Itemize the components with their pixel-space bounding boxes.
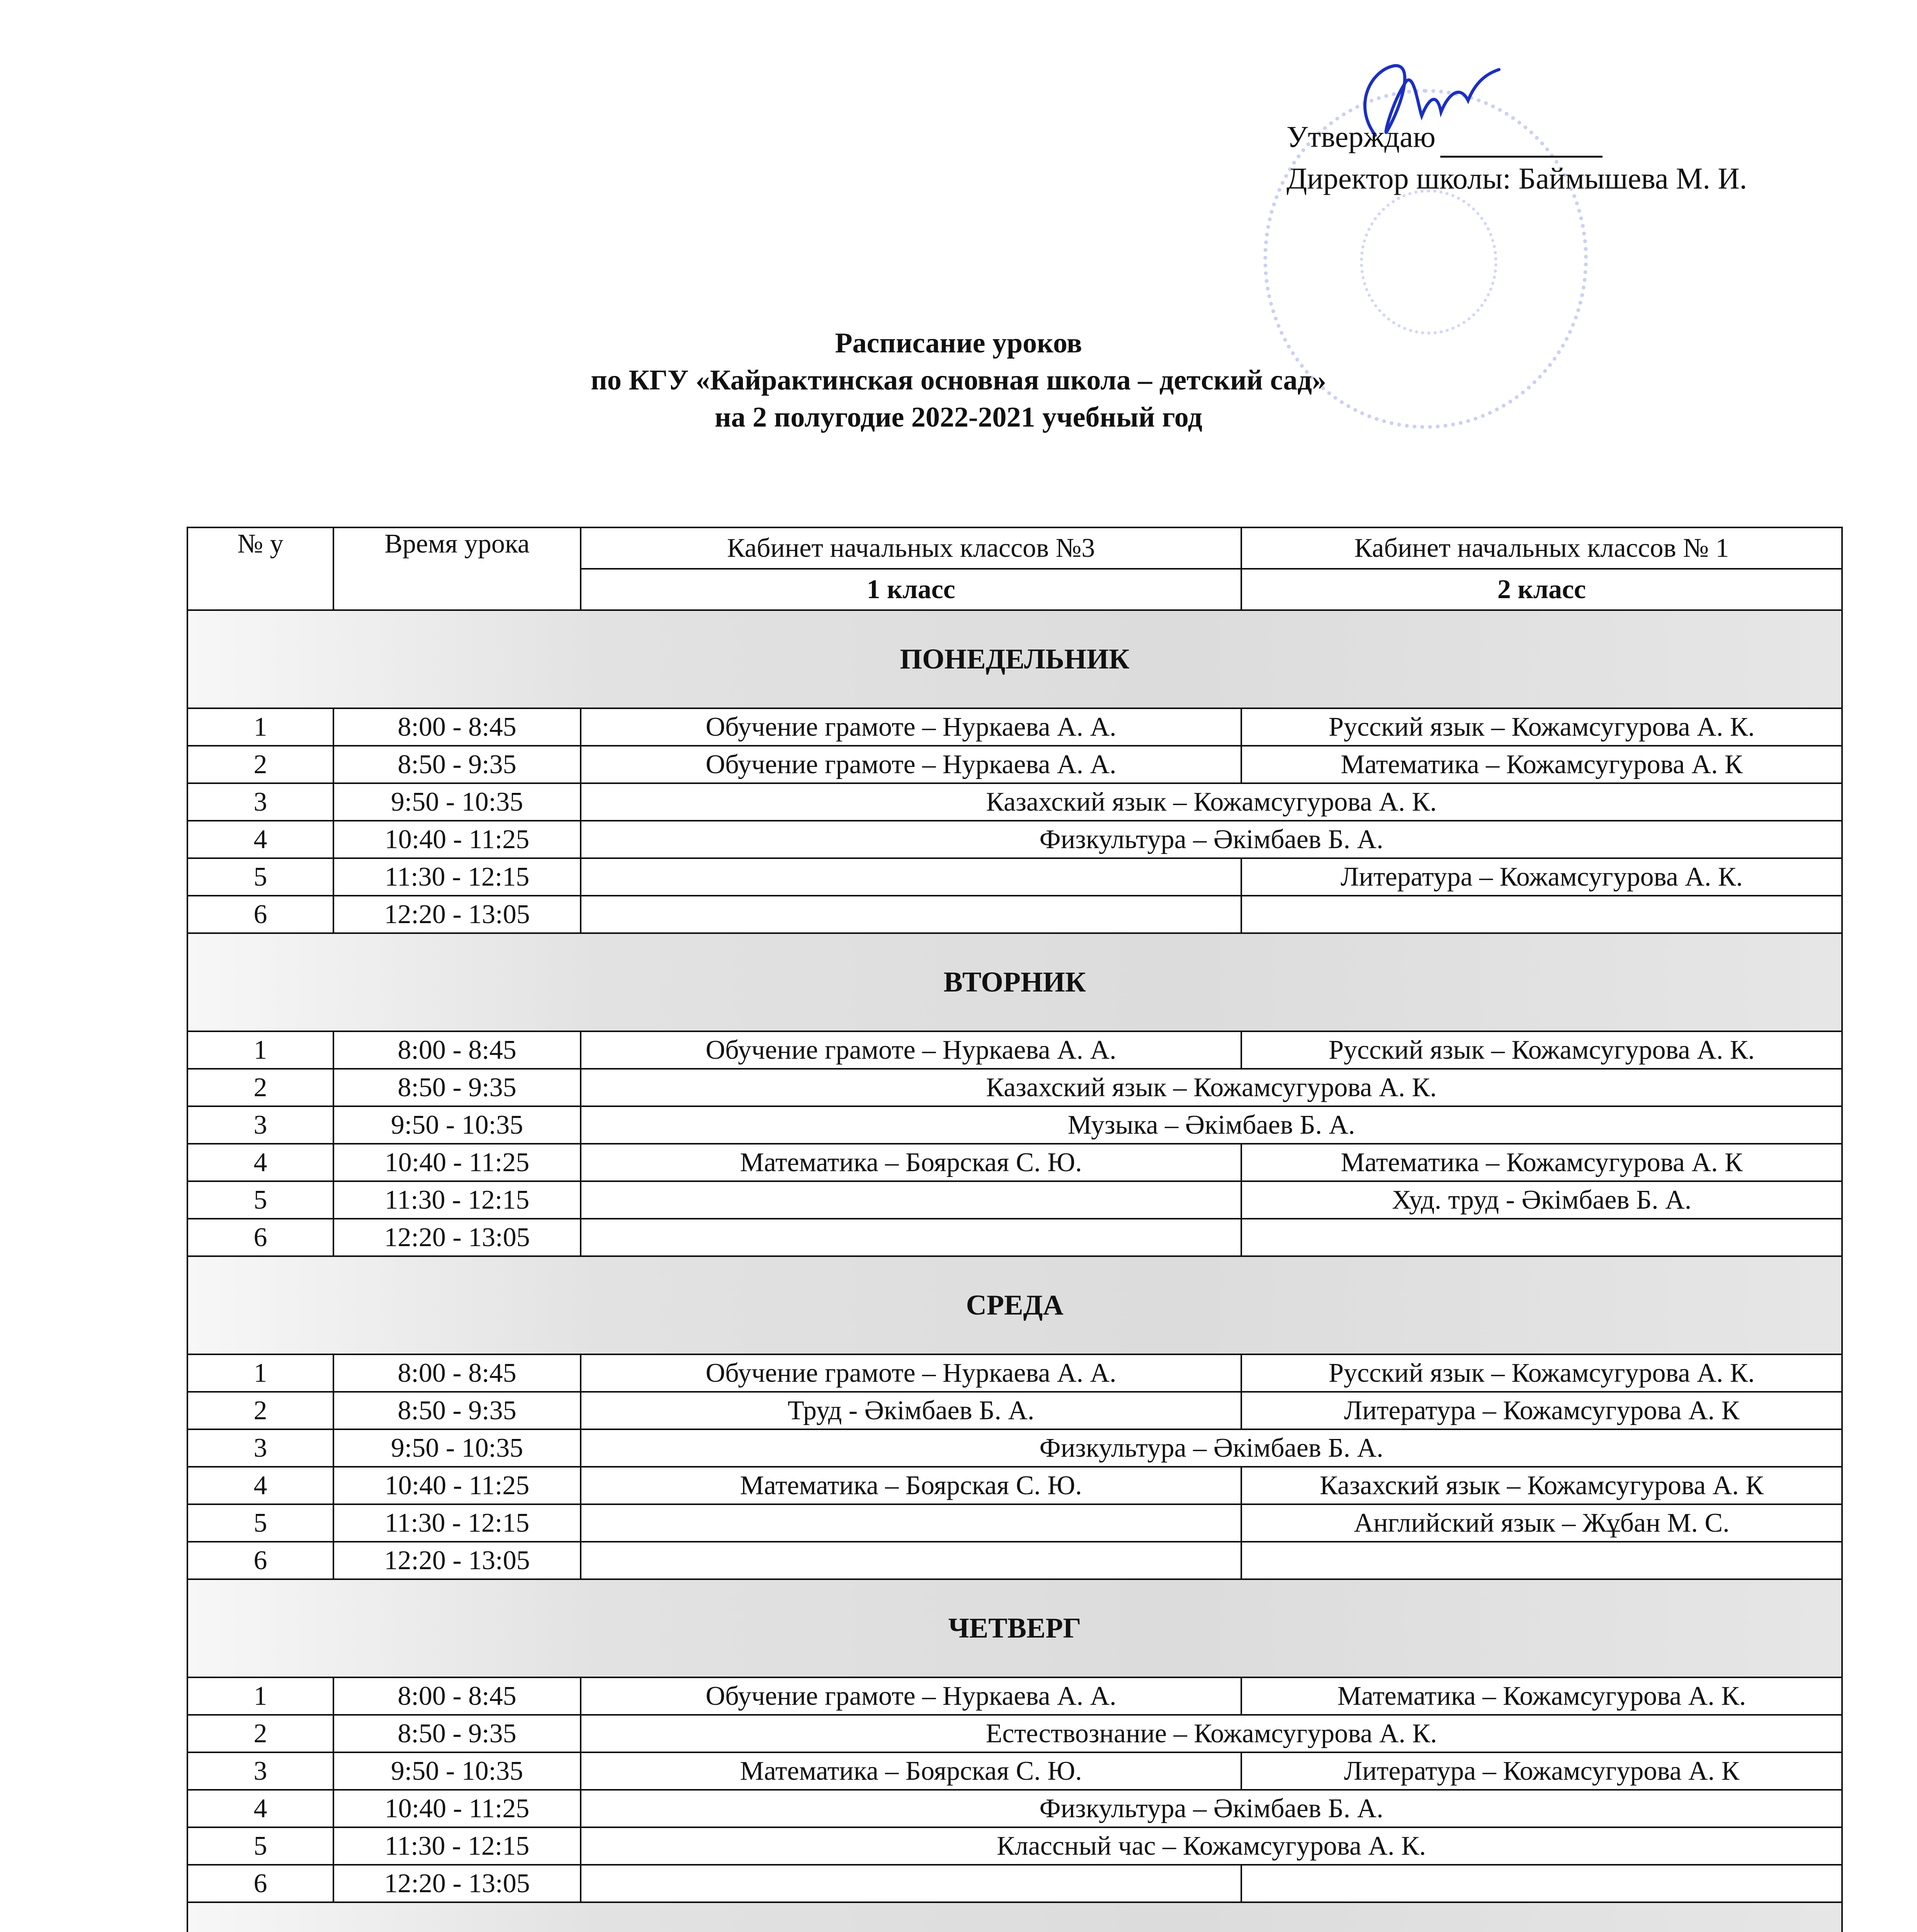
lesson-row — [187, 1069, 1842, 1106]
class-1-lesson — [581, 1542, 1241, 1579]
class-1-lesson: Обучение грамоте – Нуркаева А. А. — [581, 1677, 1241, 1715]
lesson-row — [187, 746, 1842, 783]
joint-lesson: Казахский язык – Кожамсугурова А. К. — [581, 1069, 1842, 1106]
header-class-2: 2 класс — [1241, 569, 1842, 610]
class-2-lesson — [1241, 1219, 1842, 1256]
lesson-row — [187, 1504, 1842, 1542]
lesson-time: 8:00 - 8:45 — [333, 1354, 581, 1392]
lesson-number: 2 — [187, 1392, 333, 1429]
title-line-2: по КГУ «Кайрактинская основная школа – детский сад» — [591, 364, 1326, 396]
lesson-time: 10:40 - 11:25 — [333, 1790, 581, 1827]
day-header-row — [187, 1256, 1842, 1354]
class-2-lesson: Английский язык – Жұбан М. С. — [1241, 1504, 1842, 1542]
class-1-lesson: Обучение грамоте – Нуркаева А. А. — [581, 708, 1241, 746]
lesson-row — [187, 1392, 1842, 1429]
joint-lesson: Физкультура – Әкімбаев Б. А. — [581, 1429, 1842, 1467]
lesson-row — [187, 896, 1842, 933]
lesson-time: 12:20 - 13:05 — [333, 1865, 581, 1902]
lesson-row — [187, 1542, 1842, 1579]
schedule-table — [187, 527, 1843, 1932]
class-1-lesson — [581, 858, 1241, 896]
class-2-lesson — [1241, 1865, 1842, 1902]
class-1-lesson: Обучение грамоте – Нуркаева А. А. — [581, 1354, 1241, 1392]
day-name: СРЕДА — [187, 1256, 1842, 1354]
lesson-number: 6 — [187, 896, 333, 933]
class-1-lesson: Обучение грамоте – Нуркаева А. А. — [581, 1031, 1241, 1069]
lesson-time: 11:30 - 12:15 — [333, 858, 581, 896]
lesson-number: 4 — [187, 1790, 333, 1827]
class-1-lesson: Обучение грамоте – Нуркаева А. А. — [581, 746, 1241, 783]
lesson-time: 8:50 - 9:35 — [333, 1392, 581, 1429]
lesson-time: 11:30 - 12:15 — [333, 1181, 581, 1219]
class-1-lesson: Математика – Боярская С. Ю. — [581, 1752, 1241, 1790]
class-2-lesson: Математика – Кожамсугурова А. К — [1241, 746, 1842, 783]
approval-block — [1286, 116, 1747, 199]
class-2-lesson: Литература – Кожамсугурова А. К — [1241, 1752, 1842, 1790]
lesson-row — [187, 1106, 1842, 1144]
class-1-lesson — [581, 1865, 1241, 1902]
lesson-row — [187, 708, 1842, 746]
lesson-number: 4 — [187, 821, 333, 858]
class-1-lesson: Математика – Боярская С. Ю. — [581, 1467, 1241, 1504]
lesson-time: 9:50 - 10:35 — [333, 783, 581, 821]
lesson-row — [187, 1181, 1842, 1219]
lesson-number: 5 — [187, 1181, 333, 1219]
header-lesson-time: Время урока — [333, 527, 581, 610]
lesson-row — [187, 1031, 1842, 1069]
class-2-lesson: Литература – Кожамсугурова А. К — [1241, 1392, 1842, 1429]
lesson-time: 8:50 - 9:35 — [333, 746, 581, 783]
day-header-row — [187, 1579, 1842, 1677]
lesson-time: 9:50 - 10:35 — [333, 1106, 581, 1144]
header-lesson-number: № у — [187, 527, 333, 610]
day-name — [187, 1902, 1842, 1932]
lesson-time: 11:30 - 12:15 — [333, 1504, 581, 1542]
day-name: ЧЕТВЕРГ — [187, 1579, 1842, 1677]
lesson-number: 5 — [187, 858, 333, 896]
lesson-time: 10:40 - 11:25 — [333, 1144, 581, 1181]
lesson-number: 6 — [187, 1219, 333, 1256]
day-header-row — [187, 610, 1842, 708]
class-2-lesson: Литература – Кожамсугурова А. К. — [1241, 858, 1842, 896]
lesson-number: 6 — [187, 1542, 333, 1579]
class-2-lesson: Русский язык – Кожамсугурова А. К. — [1241, 708, 1842, 746]
lesson-row — [187, 1865, 1842, 1902]
lesson-row — [187, 1219, 1842, 1256]
lesson-row — [187, 1790, 1842, 1827]
lesson-number: 1 — [187, 1031, 333, 1069]
joint-lesson: Физкультура – Әкімбаев Б. А. — [581, 821, 1842, 858]
day-name: ВТОРНИК — [187, 933, 1842, 1031]
lesson-number: 4 — [187, 1144, 333, 1181]
lesson-row — [187, 1715, 1842, 1752]
lesson-number: 3 — [187, 1429, 333, 1467]
class-1-lesson — [581, 1181, 1241, 1219]
class-2-lesson: Худ. труд - Әкімбаев Б. А. — [1241, 1181, 1842, 1219]
lesson-number: 5 — [187, 1827, 333, 1865]
lesson-row — [187, 1677, 1842, 1715]
lesson-number: 5 — [187, 1504, 333, 1542]
lesson-row — [187, 1752, 1842, 1790]
document-title — [0, 325, 1917, 436]
class-2-lesson — [1241, 896, 1842, 933]
header-row-rooms — [187, 527, 1842, 569]
lesson-row — [187, 858, 1842, 896]
lesson-row — [187, 1354, 1842, 1392]
lesson-time: 12:20 - 13:05 — [333, 1219, 581, 1256]
class-2-lesson: Русский язык – Кожамсугурова А. К. — [1241, 1031, 1842, 1069]
lesson-time: 11:30 - 12:15 — [333, 1827, 581, 1865]
lesson-number: 3 — [187, 1752, 333, 1790]
class-2-lesson: Казахский язык – Кожамсугурова А. К — [1241, 1467, 1842, 1504]
header-room-3: Кабинет начальных классов №3 — [581, 527, 1241, 569]
title-line-3: на 2 полугодие 2022-2021 учебный год — [714, 401, 1203, 433]
lesson-number: 2 — [187, 1715, 333, 1752]
lesson-number: 2 — [187, 746, 333, 783]
lesson-row — [187, 1827, 1842, 1865]
lesson-time: 10:40 - 11:25 — [333, 1467, 581, 1504]
lesson-time: 9:50 - 10:35 — [333, 1752, 581, 1790]
lesson-time: 8:50 - 9:35 — [333, 1715, 581, 1752]
lesson-number: 4 — [187, 1467, 333, 1504]
class-2-lesson: Математика – Кожамсугурова А. К — [1241, 1144, 1842, 1181]
class-2-lesson: Математика – Кожамсугурова А. К. — [1241, 1677, 1842, 1715]
lesson-time: 8:00 - 8:45 — [333, 1677, 581, 1715]
lesson-row — [187, 1429, 1842, 1467]
joint-lesson: Естествознание – Кожамсугурова А. К. — [581, 1715, 1842, 1752]
joint-lesson: Классный час – Кожамсугурова А. К. — [581, 1827, 1842, 1865]
lesson-time: 10:40 - 11:25 — [333, 821, 581, 858]
approve-label: Утверждаю — [1286, 120, 1436, 153]
lesson-time: 8:00 - 8:45 — [333, 708, 581, 746]
joint-lesson: Казахский язык – Кожамсугурова А. К. — [581, 783, 1842, 821]
lesson-number: 6 — [187, 1865, 333, 1902]
header-room-1: Кабинет начальных классов № 1 — [1241, 527, 1842, 569]
class-1-lesson: Математика – Боярская С. Ю. — [581, 1144, 1241, 1181]
lesson-number: 3 — [187, 1106, 333, 1144]
lesson-row — [187, 821, 1842, 858]
title-line-1: Расписание уроков — [835, 327, 1082, 359]
lesson-row — [187, 1144, 1842, 1181]
class-1-lesson — [581, 1219, 1241, 1256]
lesson-time: 12:20 - 13:05 — [333, 1542, 581, 1579]
joint-lesson: Музыка – Әкімбаев Б. А. — [581, 1106, 1842, 1144]
lesson-row — [187, 783, 1842, 821]
class-1-lesson: Труд - Әкімбаев Б. А. — [581, 1392, 1241, 1429]
lesson-time: 8:00 - 8:45 — [333, 1031, 581, 1069]
lesson-time: 12:20 - 13:05 — [333, 896, 581, 933]
day-name: ПОНЕДЕЛЬНИК — [187, 610, 1842, 708]
lesson-time: 8:50 - 9:35 — [333, 1069, 581, 1106]
day-header-row — [187, 933, 1842, 1031]
signature-line — [1440, 129, 1603, 158]
lesson-number: 1 — [187, 1677, 333, 1715]
lesson-time: 9:50 - 10:35 — [333, 1429, 581, 1467]
day-header-row — [187, 1902, 1842, 1932]
director-line: Директор школы: Баймышева М. И. — [1286, 162, 1747, 195]
joint-lesson: Физкультура – Әкімбаев Б. А. — [581, 1790, 1842, 1827]
class-2-lesson — [1241, 1542, 1842, 1579]
lesson-number: 3 — [187, 783, 333, 821]
lesson-number: 2 — [187, 1069, 333, 1106]
class-1-lesson — [581, 896, 1241, 933]
header-class-1: 1 класс — [581, 569, 1241, 610]
lesson-number: 1 — [187, 708, 333, 746]
class-1-lesson — [581, 1504, 1241, 1542]
class-2-lesson: Русский язык – Кожамсугурова А. К. — [1241, 1354, 1842, 1392]
lesson-row — [187, 1467, 1842, 1504]
lesson-number: 1 — [187, 1354, 333, 1392]
